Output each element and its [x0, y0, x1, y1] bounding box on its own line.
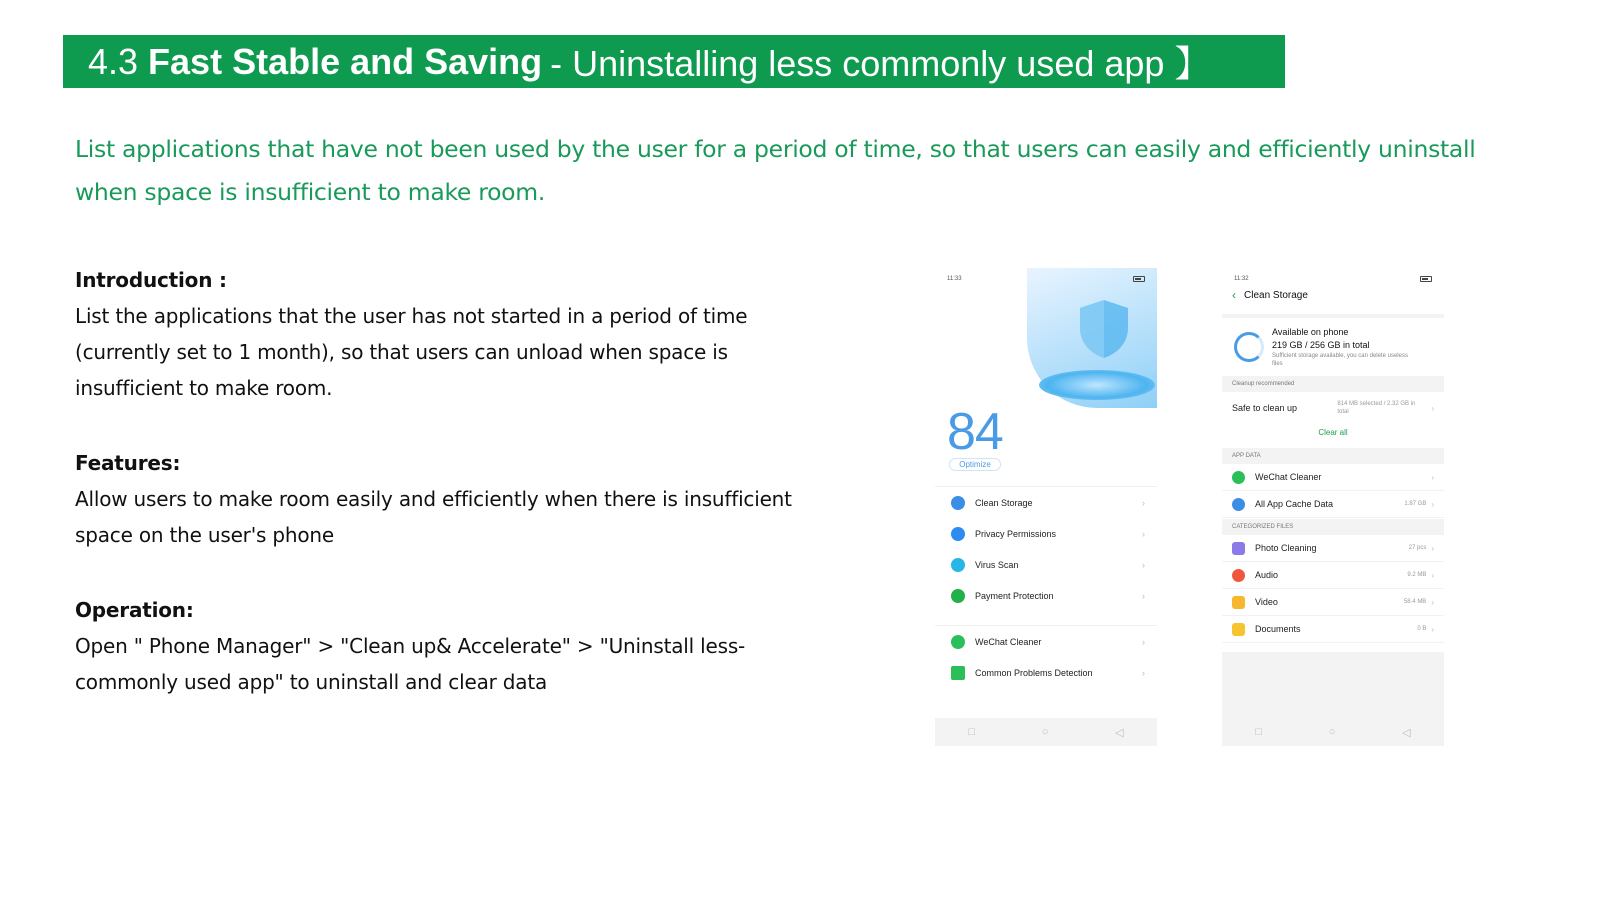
title-bold: Fast Stable and Saving [148, 40, 543, 82]
home-icon[interactable]: ○ [1041, 726, 1049, 738]
safe-to-clean-row[interactable] [1222, 392, 1444, 424]
chevron-right-icon: › [1142, 590, 1145, 601]
nav-bar [935, 718, 1157, 746]
chevron-right-icon: › [1431, 570, 1434, 580]
menu-item-wechat-cleaner[interactable]: WeChat Cleaner › [935, 626, 1157, 657]
available-note: Sufficient storage available, you can delete useless files [1272, 353, 1408, 367]
shield-icon [951, 589, 965, 603]
menu-item-virus-scan[interactable]: Virus Scan › [935, 549, 1157, 580]
introduction-heading: Introduction : [75, 268, 227, 292]
photo-icon [1232, 542, 1245, 555]
menu-item-common-problems[interactable]: Common Problems Detection › [935, 657, 1157, 688]
documents-row[interactable]: Documents 0 B › [1222, 616, 1444, 643]
title-banner [63, 35, 1285, 88]
clear-all-button[interactable]: Clear all [1318, 428, 1348, 437]
introduction-section [75, 262, 805, 406]
features-body: Allow users to make room easily and efficiently when there is insufficient space on the user's phone [75, 487, 792, 547]
storage-summary [1222, 314, 1444, 376]
chevron-right-icon: › [1431, 597, 1434, 607]
recents-icon[interactable]: □ [1255, 726, 1263, 738]
optimize-button[interactable]: Optimize [949, 458, 1001, 471]
screen-header [1232, 288, 1308, 302]
battery-icon [1133, 276, 1145, 282]
screen-title: Clean Storage [1244, 289, 1308, 301]
cleanup-header: Cleanup recommended [1222, 376, 1444, 392]
wechat-icon [951, 635, 965, 649]
feature-menu [935, 486, 1157, 611]
chevron-right-icon: › [1431, 499, 1434, 509]
phone-manager-screenshot [935, 268, 1157, 746]
title-number: 4.3 [88, 40, 139, 82]
document-icon [1232, 623, 1245, 636]
chevron-right-icon: › [1431, 624, 1434, 634]
chevron-right-icon: › [1142, 528, 1145, 539]
lead-text: List applications that have not been used by the user for a period of time, so that users can easily and efficiently uninstall when space is insufficient to make room. [75, 135, 1476, 206]
audio-row[interactable]: Audio 9.2 MB › [1222, 562, 1444, 589]
app-cache-row[interactable]: All App Cache Data 1.87 GB › [1222, 491, 1444, 518]
status-time: 11:33 [947, 276, 962, 282]
available-value: 219 GB / 256 GB in total [1272, 340, 1370, 350]
categorized-files-header: CATEGORIZED FILES [1222, 519, 1444, 535]
wechat-cleaner-row[interactable]: WeChat Cleaner › [1222, 464, 1444, 491]
audio-icon [1232, 569, 1245, 582]
platform-disk [1039, 370, 1155, 400]
empty-area [1222, 652, 1444, 718]
safe-label: Safe to clean up [1232, 403, 1298, 413]
nav-bar [1222, 718, 1444, 746]
operation-heading: Operation: [75, 598, 194, 622]
menu-item-payment-protection[interactable]: Payment Protection › [935, 580, 1157, 611]
menu-item-privacy-permissions[interactable]: Privacy Permissions › [935, 518, 1157, 549]
introduction-body: List the applications that the user has not started in a period of time (currently set to 1 month), so that users can unload when space is insufficient to make room. [75, 304, 748, 400]
operation-section [75, 592, 805, 700]
lock-icon [951, 527, 965, 541]
app-data-header: APP DATA [1222, 448, 1444, 464]
chevron-right-icon: › [1431, 403, 1434, 413]
operation-body: Open " Phone Manager" > "Clean up& Accelerate" > "Uninstall less-commonly used app" to uninstall and clear data [75, 634, 746, 694]
cache-icon [1232, 498, 1245, 511]
video-row[interactable]: Video 58.4 MB › [1222, 589, 1444, 616]
video-icon [1232, 596, 1245, 609]
back-icon[interactable]: ◁ [1115, 726, 1124, 739]
back-arrow-icon[interactable]: ‹ [1232, 288, 1236, 302]
chevron-right-icon: › [1142, 636, 1145, 647]
chevron-right-icon: › [1142, 667, 1145, 678]
features-heading: Features: [75, 451, 181, 475]
scan-icon [951, 558, 965, 572]
broom-icon [951, 496, 965, 510]
safe-value: 814 MB selected / 2.32 GB in total [1337, 401, 1416, 415]
home-icon[interactable]: ○ [1328, 726, 1336, 738]
recents-icon[interactable]: □ [968, 726, 976, 738]
chevron-right-icon: › [1431, 472, 1434, 482]
chevron-right-icon: › [1142, 559, 1145, 570]
photo-cleaning-row[interactable]: Photo Cleaning 27 pcs › [1222, 535, 1444, 562]
status-bar [1234, 276, 1432, 286]
available-label: Available on phone [1272, 327, 1349, 337]
status-time: 11:32 [1234, 276, 1249, 282]
shield-icon [1076, 298, 1132, 360]
document-icon [951, 666, 965, 680]
tools-menu [935, 625, 1157, 688]
chevron-right-icon: › [1431, 543, 1434, 553]
hero-graphic [1027, 268, 1157, 408]
battery-icon [1420, 276, 1432, 282]
title-rest: - Uninstalling less commonly used app 】 [550, 43, 1211, 84]
back-icon[interactable]: ◁ [1402, 726, 1411, 739]
health-score: 84 [947, 403, 1003, 461]
chevron-right-icon: › [1142, 497, 1145, 508]
clean-storage-screenshot [1222, 268, 1444, 746]
storage-ring-icon [1234, 332, 1264, 362]
wechat-icon [1232, 471, 1245, 484]
status-bar [947, 276, 1145, 286]
features-section [75, 445, 805, 553]
menu-item-clean-storage[interactable]: Clean Storage › [935, 487, 1157, 518]
